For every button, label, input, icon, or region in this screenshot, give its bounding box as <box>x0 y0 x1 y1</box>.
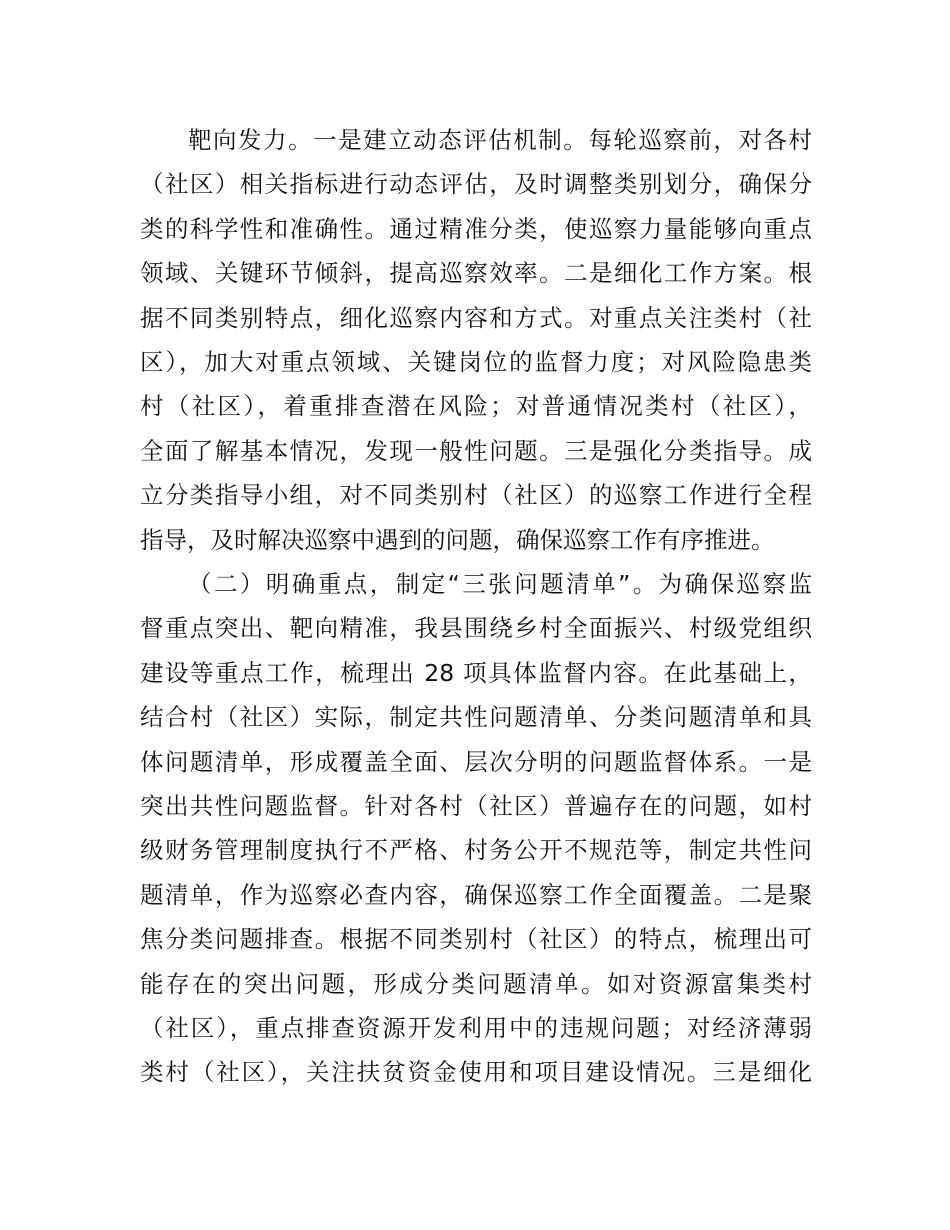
paragraph-line: 题清单，作为巡察必查内容，确保巡察工作全面覆盖。二是聚 <box>140 880 812 909</box>
paragraph-line: 建设等重点工作，梳理出 28 项具体监督内容。在此基础上， <box>140 658 812 687</box>
paragraph-line: 据不同类别特点，细化巡察内容和方式。对重点关注类村（社 <box>140 303 812 332</box>
paragraph-line: （社区），重点排查资源开发利用中的违规问题；对经济薄弱 <box>140 1013 812 1042</box>
paragraph-line: 区），加大对重点领域、关键岗位的监督力度；对风险隐患类 <box>140 347 812 376</box>
paragraph-line: 级财务管理制度执行不严格、村务公开不规范等，制定共性问 <box>140 836 812 865</box>
paragraph-line: 靶向发力。一是建立动态评估机制。每轮巡察前，对各村 <box>188 126 812 154</box>
paragraph-line: 立分类指导小组，对不同类别村（社区）的巡察工作进行全程 <box>140 481 812 510</box>
paragraph-line: 领域、关键环节倾斜，提高巡察效率。二是细化工作方案。根 <box>140 259 812 288</box>
paragraph-line: 村（社区），着重排查潜在风险；对普通情况类村（社区）， <box>140 392 812 421</box>
paragraph-line: 全面了解基本情况，发现一般性问题。三是强化分类指导。成 <box>140 436 812 465</box>
paragraph-line: 能存在的突出问题，形成分类问题清单。如对资源富集类村 <box>140 969 812 998</box>
paragraph-line: 焦分类问题排查。根据不同类别村（社区）的特点，梳理出可 <box>140 925 812 954</box>
paragraph-line: 结合村（社区）实际，制定共性问题清单、分类问题清单和具 <box>140 703 812 732</box>
paragraph-line: 体问题清单，形成覆盖全面、层次分明的问题监督体系。一是 <box>140 747 812 776</box>
paragraph-line: （二）明确重点，制定“三张问题清单”。为确保巡察监 <box>188 570 812 598</box>
paragraph-2 <box>140 562 812 1095</box>
paragraph-line: 类的科学性和准确性。通过精准分类，使巡察力量能够向重点 <box>140 214 812 243</box>
paragraph-line: （社区）相关指标进行动态评估，及时调整类别划分，确保分 <box>140 170 812 199</box>
paragraph-line: 指导，及时解决巡察中遇到的问题，确保巡察工作有序推进。 <box>140 525 775 554</box>
paragraph-line: 突出共性问题监督。针对各村（社区）普遍存在的问题，如村 <box>140 791 812 820</box>
paragraph-line: 类村（社区），关注扶贫资金使用和项目建设情况。三是细化 <box>140 1058 812 1087</box>
paragraph-1 <box>140 118 812 562</box>
paragraph-line: 督重点突出、靶向精准，我县围绕乡村全面振兴、村级党组织 <box>140 614 812 643</box>
